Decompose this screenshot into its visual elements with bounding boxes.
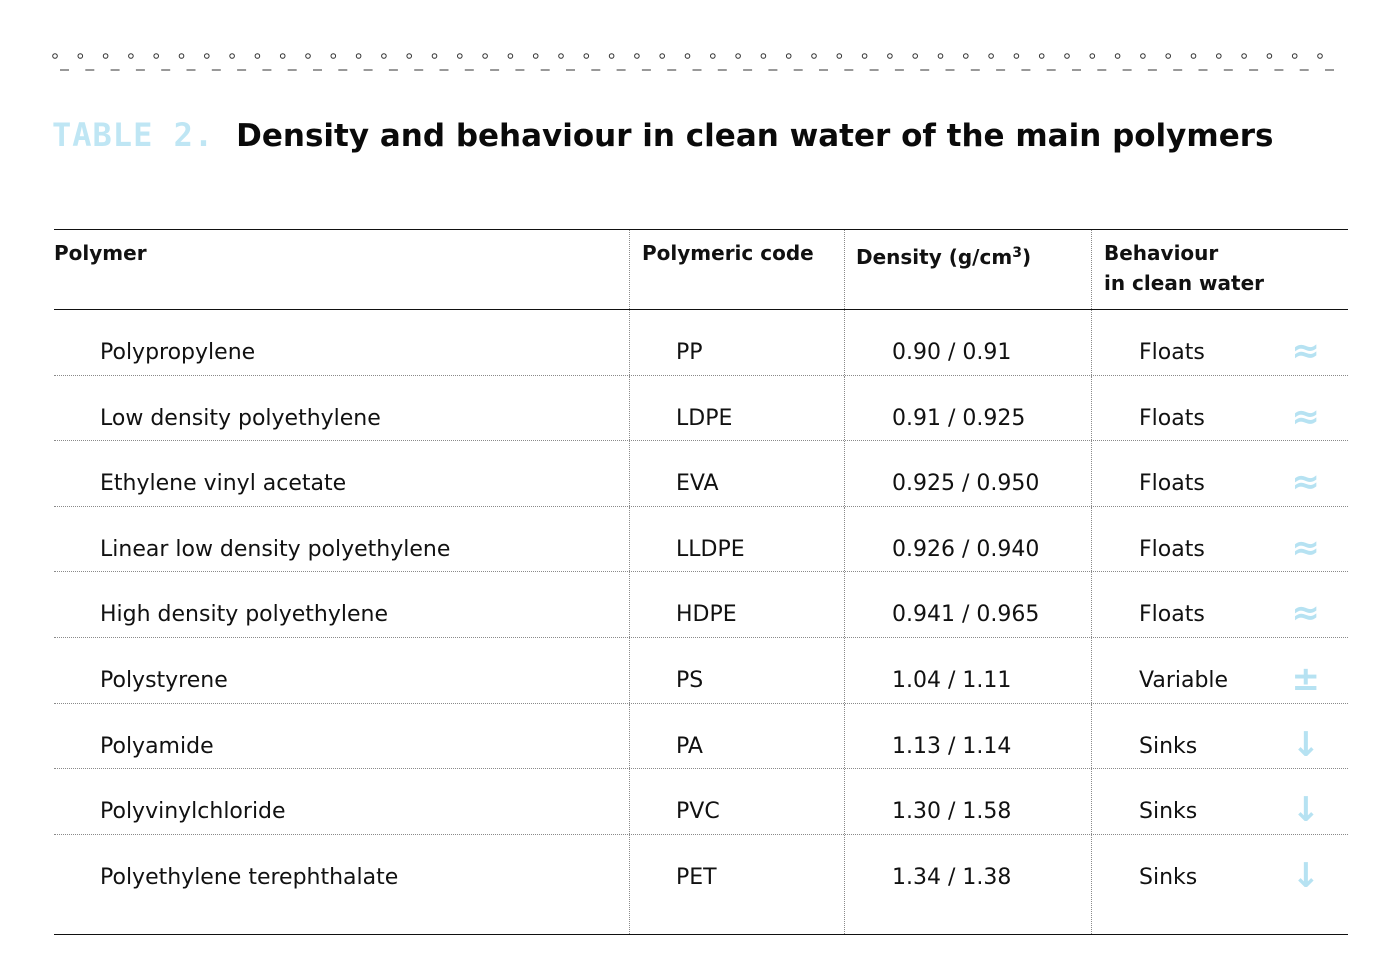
table-row	[54, 704, 1348, 770]
cell-code: HDPE	[629, 572, 844, 637]
cell-behaviour	[1091, 376, 1348, 441]
cell-behaviour	[1091, 835, 1348, 934]
table-row	[54, 441, 1348, 507]
deco-dot	[660, 54, 665, 59]
header-density-text: Density (g/cm	[856, 245, 1013, 269]
header-polymer: Polymer	[54, 241, 147, 265]
deco-dot	[356, 54, 361, 59]
cell-density: 1.34 / 1.38	[844, 835, 1091, 934]
header-behaviour-line2: in clean water	[1104, 271, 1264, 295]
behaviour-text: Sinks	[1139, 864, 1198, 890]
table-row	[54, 376, 1348, 442]
deco-dot	[786, 54, 791, 59]
floats-icon: ≈	[1291, 396, 1320, 437]
cell-behaviour	[1091, 769, 1348, 834]
header-density	[844, 230, 1091, 309]
deco-dot	[129, 54, 134, 59]
deco-dot	[306, 54, 311, 59]
deco-dot	[230, 54, 235, 59]
sinks-arrow-icon: ↓	[1291, 724, 1320, 765]
cell-code: EVA	[629, 441, 844, 506]
cell-code: LDPE	[629, 376, 844, 441]
deco-dot	[761, 54, 766, 59]
table-row	[54, 572, 1348, 638]
behaviour-text: Sinks	[1139, 799, 1198, 825]
deco-dot	[331, 54, 336, 59]
behaviour-text: Floats	[1139, 405, 1205, 431]
deco-dot	[888, 54, 893, 59]
cell-density: 0.90 / 0.91	[844, 310, 1091, 375]
header-behaviour-line1: Behaviour	[1104, 241, 1219, 265]
deco-dot	[685, 54, 690, 59]
cell-density: 1.30 / 1.58	[844, 769, 1091, 834]
deco-dot	[1039, 54, 1044, 59]
deco-dot	[179, 54, 184, 59]
deco-dot	[584, 54, 589, 59]
cell-code: PA	[629, 704, 844, 769]
deco-dot	[635, 54, 640, 59]
deco-dot	[1014, 54, 1019, 59]
cell-polymer: Polyvinylchloride	[100, 799, 286, 825]
table-row	[54, 507, 1348, 573]
deco-dot	[53, 54, 58, 59]
deco-dot	[78, 54, 83, 59]
cell-code: PP	[629, 310, 844, 375]
cell-code: LLDPE	[629, 507, 844, 572]
cell-density: 1.04 / 1.11	[844, 638, 1091, 703]
cell-code: PS	[629, 638, 844, 703]
behaviour-text: Sinks	[1139, 733, 1198, 759]
deco-dot	[1191, 54, 1196, 59]
deco-dot	[382, 54, 387, 59]
cell-behaviour	[1091, 310, 1348, 375]
floats-icon: ≈	[1291, 462, 1320, 503]
deco-dot	[1242, 54, 1247, 59]
deco-dot	[1267, 54, 1272, 59]
floats-icon: ≈	[1291, 593, 1320, 634]
deco-dot	[1090, 54, 1095, 59]
cell-density: 1.13 / 1.14	[844, 704, 1091, 769]
cell-behaviour	[1091, 572, 1348, 637]
cell-polymer: Ethylene vinyl acetate	[100, 471, 347, 497]
header-behaviour	[1091, 230, 1348, 309]
deco-dot	[989, 54, 994, 59]
cell-polymer: Polyamide	[100, 733, 214, 759]
deco-dot	[205, 54, 210, 59]
cell-behaviour	[1091, 507, 1348, 572]
deco-dot	[1318, 54, 1323, 59]
behaviour-text: Floats	[1139, 340, 1205, 365]
deco-dot	[559, 54, 564, 59]
deco-dot	[812, 54, 817, 59]
behaviour-text: Floats	[1139, 471, 1205, 497]
deco-dot	[103, 54, 108, 59]
cell-polymer: Polystyrene	[100, 667, 228, 693]
cell-behaviour	[1091, 638, 1348, 703]
cell-code: PET	[629, 835, 844, 934]
deco-dot	[711, 54, 716, 59]
cell-density: 0.91 / 0.925	[844, 376, 1091, 441]
cell-polymer: Linear low density polyethylene	[100, 536, 451, 562]
deco-dot	[154, 54, 159, 59]
deco-dot	[913, 54, 918, 59]
table-header	[54, 229, 1348, 310]
sinks-arrow-icon: ↓	[1291, 790, 1320, 831]
decorative-border	[52, 50, 1336, 74]
deco-dot	[1115, 54, 1120, 59]
cell-behaviour	[1091, 704, 1348, 769]
table-row	[54, 769, 1348, 835]
floats-icon: ≈	[1291, 331, 1320, 371]
deco-dot	[609, 54, 614, 59]
deco-dot	[1166, 54, 1171, 59]
deco-dot	[432, 54, 437, 59]
cell-polymer: Polyethylene terephthalate	[100, 864, 399, 890]
deco-dot	[964, 54, 969, 59]
variable-icon: ±	[1291, 658, 1320, 699]
behaviour-text: Floats	[1139, 536, 1205, 562]
deco-dot	[1292, 54, 1297, 59]
deco-dot	[280, 54, 285, 59]
deco-dot	[1141, 54, 1146, 59]
deco-dot	[837, 54, 842, 59]
deco-dot	[938, 54, 943, 59]
behaviour-text: Variable	[1139, 667, 1229, 693]
header-density-close: )	[1021, 245, 1032, 269]
polymer-table	[54, 229, 1348, 935]
table-title	[52, 116, 1273, 154]
cell-polymer: High density polyethylene	[100, 602, 389, 628]
cell-density: 0.941 / 0.965	[844, 572, 1091, 637]
table-title-text: Density and behaviour in clean water of the main polymers	[236, 118, 1274, 154]
table-row	[54, 835, 1348, 935]
table-row	[54, 638, 1348, 704]
cell-density: 0.925 / 0.950	[844, 441, 1091, 506]
cell-polymer: Polypropylene	[100, 340, 256, 365]
table-number-label: TABLE 2.	[52, 116, 215, 154]
cell-code: PVC	[629, 769, 844, 834]
table-body	[54, 310, 1348, 935]
cell-density: 0.926 / 0.940	[844, 507, 1091, 572]
deco-dot	[458, 54, 463, 59]
cell-behaviour	[1091, 441, 1348, 506]
deco-dot	[1065, 54, 1070, 59]
floats-icon: ≈	[1291, 527, 1320, 568]
deco-dot	[862, 54, 867, 59]
cell-polymer: Low density polyethylene	[100, 405, 381, 431]
header-density-sup: 3	[1012, 245, 1022, 261]
sinks-arrow-icon: ↓	[1291, 855, 1320, 896]
deco-dot	[508, 54, 513, 59]
deco-dot	[1217, 54, 1222, 59]
deco-dot	[533, 54, 538, 59]
deco-dot	[407, 54, 412, 59]
deco-dot	[736, 54, 741, 59]
deco-dot	[483, 54, 488, 59]
table-row	[54, 310, 1348, 376]
header-code: Polymeric code	[629, 230, 844, 309]
behaviour-text: Floats	[1139, 602, 1205, 628]
deco-dot	[255, 54, 260, 59]
